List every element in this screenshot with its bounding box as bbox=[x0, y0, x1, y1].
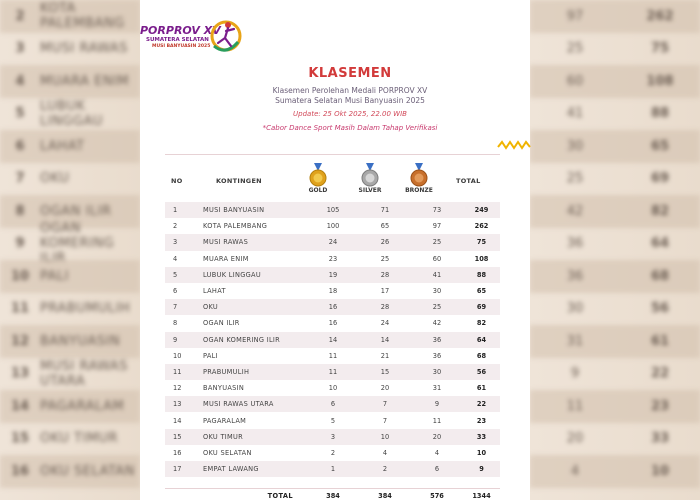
verification-note: *Cabor Dance Sport Masih Dalam Tahap Verifikasi bbox=[262, 124, 438, 132]
row-gold: 16 bbox=[328, 303, 338, 312]
logo-location: MUSI BANYUASIN 2025 bbox=[152, 44, 211, 49]
row-no: 15 bbox=[173, 432, 182, 441]
row-total: 75 bbox=[476, 238, 487, 247]
row-kontingen: MUARA ENIM bbox=[203, 254, 249, 263]
row-gold: 10 bbox=[328, 384, 338, 393]
row-silver: 15 bbox=[380, 367, 390, 376]
row-gold: 6 bbox=[330, 400, 336, 409]
row-total: 262 bbox=[474, 222, 489, 231]
row-total: 33 bbox=[476, 432, 487, 441]
background-row bbox=[530, 260, 700, 293]
background-row-no: 4 bbox=[15, 73, 25, 89]
row-no: 11 bbox=[173, 367, 182, 376]
row-kontingen: KOTA PALEMBANG bbox=[203, 222, 268, 231]
row-no: 12 bbox=[173, 384, 182, 393]
row-gold: 2 bbox=[330, 448, 336, 457]
background-row-no: 10 bbox=[10, 268, 30, 284]
row-total: 88 bbox=[476, 270, 487, 279]
row-bronze: 9 bbox=[434, 400, 440, 409]
table-row bbox=[165, 267, 500, 283]
row-silver: 71 bbox=[380, 206, 390, 215]
row-total: 10 bbox=[476, 448, 487, 457]
background-row bbox=[0, 163, 140, 196]
row-no: 8 bbox=[173, 319, 178, 328]
row-no: 9 bbox=[173, 335, 178, 344]
row-gold: 19 bbox=[328, 270, 338, 279]
logo-title: PORPROV XV bbox=[140, 24, 221, 37]
background-row-bronze: 60 bbox=[566, 73, 584, 89]
background-row-total: 88 bbox=[650, 106, 670, 122]
row-kontingen: OKU TIMUR bbox=[203, 432, 244, 441]
row-total: 61 bbox=[476, 384, 487, 393]
row-kontingen: MUSI BANYUASIN bbox=[203, 206, 265, 215]
table-row bbox=[165, 283, 500, 299]
background-row-total: 262 bbox=[646, 8, 674, 24]
row-kontingen: PALI bbox=[203, 351, 218, 360]
background-row-bronze: 9 bbox=[570, 366, 580, 382]
row-no: 3 bbox=[173, 238, 178, 247]
background-row-bronze: 41 bbox=[566, 106, 584, 122]
row-silver: 28 bbox=[380, 303, 390, 312]
row-bronze: 73 bbox=[432, 206, 442, 215]
background-row-bronze: 31 bbox=[566, 333, 584, 349]
table-row bbox=[165, 218, 500, 234]
background-row bbox=[0, 0, 140, 33]
row-bronze: 11 bbox=[432, 416, 442, 425]
background-row bbox=[0, 390, 140, 423]
header-kontingen: KONTINGEN bbox=[216, 177, 262, 185]
row-no: 10 bbox=[173, 351, 182, 360]
bronze-label: BRONZE bbox=[405, 187, 433, 194]
row-bronze: 41 bbox=[432, 270, 442, 279]
header-gold bbox=[298, 163, 338, 194]
row-gold: 18 bbox=[328, 287, 338, 296]
medal-table bbox=[165, 154, 500, 477]
row-bronze: 60 bbox=[432, 254, 442, 263]
background-row-total: 65 bbox=[650, 138, 670, 154]
background-row bbox=[0, 293, 140, 326]
row-silver: 26 bbox=[380, 238, 390, 247]
row-kontingen: MUSI RAWAS UTARA bbox=[203, 400, 274, 409]
background-row-total: 69 bbox=[650, 171, 670, 187]
row-total: 108 bbox=[474, 254, 489, 263]
row-silver: 21 bbox=[380, 351, 390, 360]
background-row bbox=[530, 423, 700, 456]
header-total: TOTAL bbox=[456, 177, 481, 185]
background-row-no: 3 bbox=[15, 41, 25, 57]
row-total: 69 bbox=[476, 303, 487, 312]
background-row-name: BANYUASIN bbox=[40, 333, 121, 349]
row-kontingen: MUSI RAWAS bbox=[203, 238, 249, 247]
background-row-total: 61 bbox=[650, 333, 670, 349]
row-silver: 17 bbox=[380, 287, 390, 296]
background-row-no: 2 bbox=[15, 8, 25, 24]
background-row-name: OKU TIMUR bbox=[40, 431, 119, 447]
table-row bbox=[165, 332, 500, 348]
row-total: 23 bbox=[476, 416, 487, 425]
row-bronze: 25 bbox=[432, 303, 442, 312]
background-row-no: 5 bbox=[15, 106, 25, 122]
row-silver: 14 bbox=[380, 335, 390, 344]
background-row-name: KOTA PALEMBANG bbox=[40, 1, 125, 32]
row-bronze: 42 bbox=[432, 319, 442, 328]
table-row bbox=[165, 348, 500, 364]
table-header bbox=[165, 154, 500, 202]
background-row bbox=[0, 325, 140, 358]
row-bronze: 36 bbox=[432, 335, 442, 344]
table-row bbox=[165, 429, 500, 445]
background-row-name: LUBUK LINGGAU bbox=[40, 98, 103, 129]
background-row-total: 56 bbox=[650, 301, 670, 317]
background-row-total: 33 bbox=[650, 431, 670, 447]
total-bronze: 576 bbox=[430, 491, 444, 500]
table-row bbox=[165, 202, 500, 218]
background-row bbox=[0, 358, 140, 391]
table-row bbox=[165, 461, 500, 477]
background-row-name: LAHAT bbox=[40, 138, 85, 154]
table-row bbox=[165, 251, 500, 267]
background-row-no: 13 bbox=[10, 366, 30, 382]
background-row-name: OKU SELATAN bbox=[40, 463, 135, 479]
row-no: 5 bbox=[173, 270, 178, 279]
background-row bbox=[530, 390, 700, 423]
header-bronze bbox=[399, 163, 439, 194]
row-kontingen: OKU SELATAN bbox=[203, 448, 252, 457]
background-row-bronze: 30 bbox=[566, 138, 584, 154]
background-row-no: 16 bbox=[10, 463, 30, 479]
background-row-total: 64 bbox=[650, 236, 670, 252]
total-label: TOTAL bbox=[267, 491, 293, 500]
background-row bbox=[0, 260, 140, 293]
background-row-name: PRABUMULIH bbox=[40, 301, 131, 317]
background-row-total: 23 bbox=[650, 398, 670, 414]
row-kontingen: PAGARALAM bbox=[203, 416, 247, 425]
row-kontingen: OGAN ILIR bbox=[203, 319, 240, 328]
row-kontingen: OKU bbox=[203, 303, 219, 312]
background-row bbox=[530, 163, 700, 196]
background-row bbox=[530, 293, 700, 326]
total-gold: 384 bbox=[326, 491, 340, 500]
table-row bbox=[165, 364, 500, 380]
row-total: 68 bbox=[476, 351, 487, 360]
row-silver: 24 bbox=[380, 319, 390, 328]
silver-medal-icon bbox=[360, 163, 380, 187]
row-gold: 23 bbox=[328, 254, 338, 263]
background-row-bronze: 30 bbox=[566, 301, 584, 317]
row-no: 17 bbox=[173, 465, 182, 474]
row-silver: 20 bbox=[380, 384, 390, 393]
table-row bbox=[165, 380, 500, 396]
row-total: 22 bbox=[476, 400, 487, 409]
table-row bbox=[165, 445, 500, 461]
total-row bbox=[165, 488, 500, 500]
decorative-squiggle-icon bbox=[497, 139, 531, 151]
background-row bbox=[530, 33, 700, 66]
row-no: 14 bbox=[173, 416, 182, 425]
row-bronze: 25 bbox=[432, 238, 442, 247]
row-gold: 14 bbox=[328, 335, 338, 344]
background-row-bronze: 36 bbox=[566, 236, 584, 252]
row-no: 1 bbox=[173, 206, 178, 215]
athlete-emblem-icon bbox=[204, 16, 244, 62]
background-row-name: PAGARALAM bbox=[40, 398, 125, 414]
row-kontingen: LUBUK LINGGAU bbox=[203, 270, 261, 279]
background-row-total: 75 bbox=[650, 41, 670, 57]
row-total: 56 bbox=[476, 367, 487, 376]
row-total: 249 bbox=[474, 206, 489, 215]
table-row bbox=[165, 299, 500, 315]
gold-label: GOLD bbox=[308, 187, 328, 194]
row-silver: 7 bbox=[382, 400, 388, 409]
table-row bbox=[165, 234, 500, 250]
background-row-bronze: 25 bbox=[566, 171, 584, 187]
row-kontingen: PRABUMULIH bbox=[203, 367, 250, 376]
background-row-no: 15 bbox=[10, 431, 30, 447]
silver-label: SILVER bbox=[358, 187, 382, 194]
row-bronze: 97 bbox=[432, 222, 442, 231]
row-total: 65 bbox=[476, 287, 487, 296]
background-row-no: 6 bbox=[15, 138, 25, 154]
background-row-bronze: 97 bbox=[566, 8, 584, 24]
row-silver: 4 bbox=[382, 448, 388, 457]
row-bronze: 30 bbox=[432, 287, 442, 296]
background-row bbox=[530, 455, 700, 488]
row-gold: 11 bbox=[328, 351, 338, 360]
background-row-total: 22 bbox=[650, 366, 670, 382]
row-no: 13 bbox=[173, 400, 182, 409]
row-bronze: 30 bbox=[432, 367, 442, 376]
row-total: 64 bbox=[476, 335, 487, 344]
row-no: 7 bbox=[173, 303, 178, 312]
row-no: 16 bbox=[173, 448, 182, 457]
row-silver: 28 bbox=[380, 270, 390, 279]
page-subtitle bbox=[0, 86, 700, 106]
total-silver: 384 bbox=[378, 491, 392, 500]
background-row-bronze: 42 bbox=[566, 203, 584, 219]
background-row bbox=[0, 423, 140, 456]
background-row-no: 14 bbox=[10, 398, 30, 414]
background-row-total: 10 bbox=[650, 463, 670, 479]
row-silver: 2 bbox=[382, 465, 388, 474]
row-total: 82 bbox=[476, 319, 487, 328]
logo-subtitle: SUMATERA SELATAN bbox=[146, 37, 209, 43]
background-row-no: 11 bbox=[10, 301, 30, 317]
background-row bbox=[530, 358, 700, 391]
row-gold: 11 bbox=[328, 367, 338, 376]
row-total: 9 bbox=[479, 465, 484, 474]
background-row-name: OGAN ILIR bbox=[40, 203, 112, 219]
background-row bbox=[0, 221, 140, 267]
background-row-name: OGAN KOMERING ILIR bbox=[40, 221, 115, 267]
gold-medal-icon bbox=[308, 163, 328, 187]
row-bronze: 4 bbox=[434, 448, 440, 457]
table-row bbox=[165, 315, 500, 331]
row-silver: 7 bbox=[382, 416, 388, 425]
row-kontingen: EMPAT LAWANG bbox=[203, 465, 259, 474]
background-row bbox=[530, 228, 700, 261]
total-total: 1344 bbox=[472, 491, 491, 500]
row-gold: 16 bbox=[328, 319, 338, 328]
background-row-name: PALI bbox=[40, 268, 69, 284]
row-silver: 25 bbox=[380, 254, 390, 263]
row-gold: 3 bbox=[330, 432, 336, 441]
background-row-bronze: 11 bbox=[566, 398, 584, 414]
background-row-total: 108 bbox=[646, 73, 674, 89]
row-gold: 24 bbox=[328, 238, 338, 247]
row-kontingen: OGAN KOMERING ILIR bbox=[203, 335, 281, 344]
row-bronze: 6 bbox=[434, 465, 440, 474]
background-row-bronze: 36 bbox=[566, 268, 584, 284]
row-bronze: 20 bbox=[432, 432, 442, 441]
row-kontingen: LAHAT bbox=[203, 287, 226, 296]
row-no: 2 bbox=[173, 222, 178, 231]
row-gold: 5 bbox=[330, 416, 336, 425]
row-no: 4 bbox=[173, 254, 178, 263]
table-row bbox=[165, 412, 500, 428]
table-row bbox=[165, 396, 500, 412]
background-row bbox=[530, 325, 700, 358]
background-row-no: 7 bbox=[15, 171, 25, 187]
background-row bbox=[0, 33, 140, 66]
background-row bbox=[0, 455, 140, 488]
subtitle-line-1: Klasemen Perolehan Medali PORPROV XV bbox=[272, 86, 428, 95]
background-row bbox=[530, 0, 700, 33]
row-gold: 105 bbox=[326, 206, 340, 215]
background-row-no: 8 bbox=[15, 203, 25, 219]
background-row-bronze: 20 bbox=[566, 431, 584, 447]
background-row-name: MUSI RAWAS UTARA bbox=[40, 358, 128, 389]
table-body bbox=[165, 202, 500, 477]
row-bronze: 31 bbox=[432, 384, 442, 393]
update-timestamp: Update: 25 Okt 2025, 22.00 WIB bbox=[293, 110, 407, 118]
row-silver: 65 bbox=[380, 222, 390, 231]
background-row bbox=[0, 130, 140, 163]
background-row-total: 82 bbox=[650, 203, 670, 219]
background-row-name: OKU bbox=[40, 171, 70, 187]
page-title: KLASEMEN bbox=[308, 66, 392, 81]
row-kontingen: BANYUASIN bbox=[203, 384, 245, 393]
background-row bbox=[530, 195, 700, 228]
background-row-name: MUARA ENIM bbox=[40, 73, 130, 89]
background-row-total: 68 bbox=[650, 268, 670, 284]
background-row-name: MUSI RAWAS bbox=[40, 41, 128, 57]
row-gold: 1 bbox=[330, 465, 336, 474]
row-gold: 100 bbox=[326, 222, 340, 231]
background-row bbox=[530, 130, 700, 163]
background-row-no: 12 bbox=[10, 333, 30, 349]
background-row-bronze: 4 bbox=[570, 463, 580, 479]
row-no: 6 bbox=[173, 287, 178, 296]
subtitle-line-2: Sumatera Selatan Musi Banyuasin 2025 bbox=[275, 96, 425, 105]
background-row-no: 9 bbox=[15, 236, 25, 252]
row-bronze: 36 bbox=[432, 351, 442, 360]
background-row-bronze: 25 bbox=[566, 41, 584, 57]
header-no: NO bbox=[171, 177, 183, 185]
porprov-logo bbox=[140, 16, 270, 64]
row-silver: 10 bbox=[380, 432, 390, 441]
bronze-medal-icon bbox=[409, 163, 429, 187]
header-silver bbox=[350, 163, 390, 194]
